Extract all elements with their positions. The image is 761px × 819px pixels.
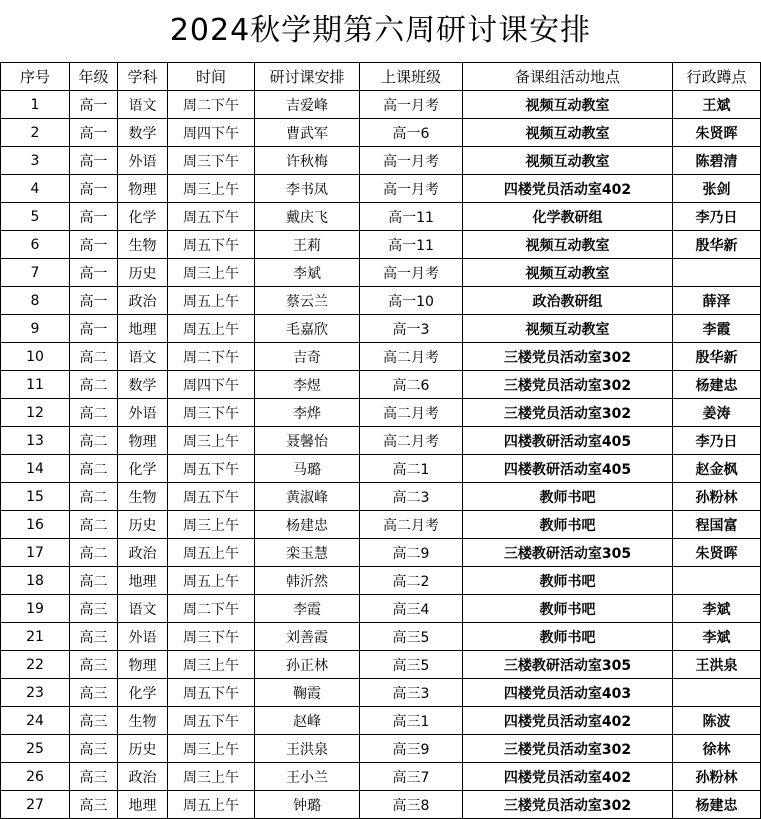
- cell-time: 周五上午: [168, 791, 255, 819]
- cell-admin: 杨建忠: [673, 791, 761, 819]
- cell-subject: 历史: [118, 259, 168, 287]
- header-no: 序号: [1, 63, 70, 91]
- cell-class: 高二月考: [360, 399, 463, 427]
- cell-class: 高二6: [360, 371, 463, 399]
- cell-teacher: 李烨: [255, 399, 360, 427]
- cell-no: 4: [1, 175, 70, 203]
- cell-grade: 高一: [70, 119, 118, 147]
- cell-place: 四楼教研活动室405: [463, 427, 673, 455]
- cell-time: 周二下午: [168, 91, 255, 119]
- cell-class: 高二月考: [360, 511, 463, 539]
- table-row: [1, 623, 761, 651]
- cell-grade: 高二: [70, 399, 118, 427]
- cell-teacher: 毛嘉欣: [255, 315, 360, 343]
- table-row: [1, 791, 761, 819]
- cell-place: 四楼党员活动室402: [463, 175, 673, 203]
- cell-grade: 高二: [70, 539, 118, 567]
- cell-no: 11: [1, 371, 70, 399]
- cell-no: 17: [1, 539, 70, 567]
- cell-time: 周三下午: [168, 623, 255, 651]
- cell-place: 三楼党员活动室302: [463, 371, 673, 399]
- cell-no: 3: [1, 147, 70, 175]
- cell-time: 周五下午: [168, 455, 255, 483]
- cell-grade: 高二: [70, 371, 118, 399]
- cell-class: 高二1: [360, 455, 463, 483]
- cell-admin: 杨建忠: [673, 371, 761, 399]
- cell-place: 三楼党员活动室302: [463, 343, 673, 371]
- cell-time: 周五上午: [168, 567, 255, 595]
- cell-admin: [673, 679, 761, 707]
- cell-subject: 语文: [118, 595, 168, 623]
- cell-time: 周五下午: [168, 679, 255, 707]
- table-row: [1, 371, 761, 399]
- cell-admin: 王斌: [673, 91, 761, 119]
- header-grade: 年级: [70, 63, 118, 91]
- cell-time: 周五上午: [168, 287, 255, 315]
- cell-grade: 高一: [70, 231, 118, 259]
- table-row: [1, 511, 761, 539]
- cell-grade: 高一: [70, 287, 118, 315]
- cell-grade: 高一: [70, 91, 118, 119]
- cell-no: 21: [1, 623, 70, 651]
- table-row: [1, 539, 761, 567]
- cell-teacher: 黄淑峰: [255, 483, 360, 511]
- cell-grade: 高一: [70, 203, 118, 231]
- cell-place: 四楼党员活动室402: [463, 707, 673, 735]
- cell-class: 高二月考: [360, 427, 463, 455]
- cell-subject: 生物: [118, 483, 168, 511]
- cell-admin: 李乃日: [673, 427, 761, 455]
- header-teacher: 研讨课安排: [255, 63, 360, 91]
- cell-no: 10: [1, 343, 70, 371]
- table-row: [1, 231, 761, 259]
- cell-admin: 张剑: [673, 175, 761, 203]
- cell-time: 周五上午: [168, 539, 255, 567]
- cell-no: 16: [1, 511, 70, 539]
- cell-place: 教师书吧: [463, 595, 673, 623]
- table-row: [1, 175, 761, 203]
- cell-admin: 徐林: [673, 735, 761, 763]
- cell-teacher: 李斌: [255, 259, 360, 287]
- cell-teacher: 王莉: [255, 231, 360, 259]
- cell-teacher: 李煜: [255, 371, 360, 399]
- cell-place: 化学教研组: [463, 203, 673, 231]
- cell-subject: 物理: [118, 651, 168, 679]
- table-row: [1, 315, 761, 343]
- cell-subject: 化学: [118, 679, 168, 707]
- table-row: [1, 595, 761, 623]
- cell-subject: 数学: [118, 119, 168, 147]
- cell-class: 高一月考: [360, 91, 463, 119]
- cell-time: 周五下午: [168, 483, 255, 511]
- cell-no: 27: [1, 791, 70, 819]
- header-place: 备课组活动地点: [463, 63, 673, 91]
- table-row: [1, 427, 761, 455]
- cell-place: 四楼党员活动室403: [463, 679, 673, 707]
- cell-place: 视频互动教室: [463, 147, 673, 175]
- cell-admin: 姜涛: [673, 399, 761, 427]
- cell-teacher: 李书凤: [255, 175, 360, 203]
- cell-no: 8: [1, 287, 70, 315]
- cell-teacher: 王洪泉: [255, 735, 360, 763]
- cell-time: 周三上午: [168, 651, 255, 679]
- cell-time: 周三上午: [168, 763, 255, 791]
- cell-grade: 高三: [70, 595, 118, 623]
- table-row: [1, 455, 761, 483]
- table-row: [1, 119, 761, 147]
- cell-teacher: 许秋梅: [255, 147, 360, 175]
- cell-admin: 孙粉林: [673, 483, 761, 511]
- cell-admin: 朱贤晖: [673, 539, 761, 567]
- cell-place: 教师书吧: [463, 483, 673, 511]
- cell-no: 12: [1, 399, 70, 427]
- cell-subject: 生物: [118, 707, 168, 735]
- header-class: 上课班级: [360, 63, 463, 91]
- cell-admin: 陈波: [673, 707, 761, 735]
- cell-grade: 高一: [70, 259, 118, 287]
- cell-teacher: 栾玉慧: [255, 539, 360, 567]
- cell-teacher: 马璐: [255, 455, 360, 483]
- cell-no: 19: [1, 595, 70, 623]
- cell-teacher: 赵峰: [255, 707, 360, 735]
- cell-admin: 李斌: [673, 595, 761, 623]
- cell-class: 高三5: [360, 651, 463, 679]
- cell-admin: 李乃日: [673, 203, 761, 231]
- sheet-title: 2024秋学期第六周研讨课安排: [169, 13, 592, 48]
- cell-class: 高三7: [360, 763, 463, 791]
- cell-admin: 孙粉林: [673, 763, 761, 791]
- cell-time: 周三下午: [168, 147, 255, 175]
- cell-class: 高三1: [360, 707, 463, 735]
- cell-admin: 李霞: [673, 315, 761, 343]
- cell-no: 22: [1, 651, 70, 679]
- cell-no: 5: [1, 203, 70, 231]
- cell-teacher: 韩沂然: [255, 567, 360, 595]
- cell-teacher: 聂馨怡: [255, 427, 360, 455]
- cell-place: 三楼教研活动室305: [463, 539, 673, 567]
- cell-class: 高一月考: [360, 259, 463, 287]
- table-row: [1, 399, 761, 427]
- cell-admin: 薛泽: [673, 287, 761, 315]
- cell-grade: 高三: [70, 707, 118, 735]
- cell-subject: 政治: [118, 763, 168, 791]
- cell-time: 周四下午: [168, 371, 255, 399]
- cell-place: 教师书吧: [463, 567, 673, 595]
- cell-place: 教师书吧: [463, 623, 673, 651]
- cell-class: 高一11: [360, 231, 463, 259]
- table-row: [1, 651, 761, 679]
- cell-subject: 生物: [118, 231, 168, 259]
- cell-no: 24: [1, 707, 70, 735]
- cell-no: 13: [1, 427, 70, 455]
- cell-time: 周二下午: [168, 595, 255, 623]
- cell-time: 周二下午: [168, 343, 255, 371]
- cell-grade: 高二: [70, 511, 118, 539]
- cell-teacher: 刘善霞: [255, 623, 360, 651]
- cell-time: 周三下午: [168, 399, 255, 427]
- cell-subject: 历史: [118, 511, 168, 539]
- cell-time: 周三上午: [168, 259, 255, 287]
- cell-class: 高一月考: [360, 147, 463, 175]
- cell-teacher: 吉奇: [255, 343, 360, 371]
- cell-admin: 殷华新: [673, 343, 761, 371]
- cell-grade: 高三: [70, 763, 118, 791]
- header-subject: 学科: [118, 63, 168, 91]
- cell-grade: 高三: [70, 623, 118, 651]
- cell-no: 2: [1, 119, 70, 147]
- cell-place: 政治教研组: [463, 287, 673, 315]
- cell-class: 高二月考: [360, 343, 463, 371]
- cell-class: 高三8: [360, 791, 463, 819]
- table-row: [1, 567, 761, 595]
- cell-teacher: 李霞: [255, 595, 360, 623]
- table-row: [1, 287, 761, 315]
- cell-place: 教师书吧: [463, 511, 673, 539]
- table-row: [1, 763, 761, 791]
- cell-no: 15: [1, 483, 70, 511]
- cell-subject: 语文: [118, 343, 168, 371]
- cell-admin: 殷华新: [673, 231, 761, 259]
- cell-subject: 政治: [118, 539, 168, 567]
- cell-time: 周四下午: [168, 119, 255, 147]
- cell-class: 高一10: [360, 287, 463, 315]
- cell-class: 高二2: [360, 567, 463, 595]
- cell-subject: 化学: [118, 455, 168, 483]
- header-row: [1, 63, 761, 91]
- cell-no: 9: [1, 315, 70, 343]
- cell-subject: 语文: [118, 91, 168, 119]
- table-row: [1, 483, 761, 511]
- cell-grade: 高一: [70, 315, 118, 343]
- cell-admin: [673, 567, 761, 595]
- header-admin: 行政蹲点: [673, 63, 761, 91]
- cell-grade: 高三: [70, 651, 118, 679]
- cell-admin: 程国富: [673, 511, 761, 539]
- cell-subject: 外语: [118, 147, 168, 175]
- cell-place: 视频互动教室: [463, 315, 673, 343]
- cell-place: 三楼党员活动室302: [463, 791, 673, 819]
- cell-time: 周三上午: [168, 735, 255, 763]
- cell-grade: 高一: [70, 147, 118, 175]
- table-row: [1, 203, 761, 231]
- cell-teacher: 鞠霞: [255, 679, 360, 707]
- cell-no: 23: [1, 679, 70, 707]
- table-row: [1, 735, 761, 763]
- table-row: [1, 679, 761, 707]
- cell-teacher: 王小兰: [255, 763, 360, 791]
- cell-subject: 地理: [118, 791, 168, 819]
- cell-admin: [673, 259, 761, 287]
- cell-no: 25: [1, 735, 70, 763]
- cell-class: 高三9: [360, 735, 463, 763]
- cell-class: 高一11: [360, 203, 463, 231]
- table-row: [1, 259, 761, 287]
- cell-subject: 外语: [118, 399, 168, 427]
- cell-no: 6: [1, 231, 70, 259]
- cell-grade: 高二: [70, 567, 118, 595]
- cell-admin: 陈碧清: [673, 147, 761, 175]
- cell-no: 18: [1, 567, 70, 595]
- cell-class: 高二3: [360, 483, 463, 511]
- cell-time: 周三上午: [168, 511, 255, 539]
- cell-grade: 高二: [70, 343, 118, 371]
- cell-grade: 高二: [70, 427, 118, 455]
- schedule-table: [0, 62, 761, 819]
- cell-class: 高二9: [360, 539, 463, 567]
- cell-admin: 李斌: [673, 623, 761, 651]
- cell-place: 视频互动教室: [463, 231, 673, 259]
- cell-class: 高三3: [360, 679, 463, 707]
- cell-place: 视频互动教室: [463, 91, 673, 119]
- cell-class: 高三4: [360, 595, 463, 623]
- cell-grade: 高三: [70, 679, 118, 707]
- cell-admin: 赵金枫: [673, 455, 761, 483]
- cell-subject: 物理: [118, 427, 168, 455]
- cell-subject: 政治: [118, 287, 168, 315]
- header-time: 时间: [168, 63, 255, 91]
- table-row: [1, 707, 761, 735]
- cell-subject: 数学: [118, 371, 168, 399]
- cell-grade: 高一: [70, 175, 118, 203]
- cell-place: 三楼党员活动室302: [463, 399, 673, 427]
- cell-teacher: 杨建忠: [255, 511, 360, 539]
- cell-class: 高三5: [360, 623, 463, 651]
- cell-no: 26: [1, 763, 70, 791]
- cell-teacher: 钟璐: [255, 791, 360, 819]
- cell-time: 周五下午: [168, 203, 255, 231]
- cell-teacher: 曹武军: [255, 119, 360, 147]
- cell-place: 四楼教研活动室405: [463, 455, 673, 483]
- cell-class: 高一月考: [360, 175, 463, 203]
- cell-place: 三楼教研活动室305: [463, 651, 673, 679]
- table-row: [1, 91, 761, 119]
- table-body: [1, 91, 761, 819]
- cell-subject: 地理: [118, 567, 168, 595]
- cell-teacher: 蔡云兰: [255, 287, 360, 315]
- cell-grade: 高三: [70, 735, 118, 763]
- cell-admin: 王洪泉: [673, 651, 761, 679]
- cell-time: 周五下午: [168, 707, 255, 735]
- cell-time: 周三上午: [168, 175, 255, 203]
- cell-no: 1: [1, 91, 70, 119]
- cell-grade: 高二: [70, 455, 118, 483]
- cell-class: 高一3: [360, 315, 463, 343]
- cell-place: 四楼党员活动室402: [463, 763, 673, 791]
- table-row: [1, 343, 761, 371]
- cell-no: 14: [1, 455, 70, 483]
- cell-teacher: 吉爱峰: [255, 91, 360, 119]
- cell-place: 三楼党员活动室302: [463, 735, 673, 763]
- cell-teacher: 戴庆飞: [255, 203, 360, 231]
- cell-grade: 高三: [70, 791, 118, 819]
- cell-teacher: 孙正林: [255, 651, 360, 679]
- cell-time: 周三上午: [168, 427, 255, 455]
- cell-admin: 朱贤晖: [673, 119, 761, 147]
- cell-subject: 外语: [118, 623, 168, 651]
- cell-grade: 高二: [70, 483, 118, 511]
- cell-subject: 物理: [118, 175, 168, 203]
- cell-subject: 历史: [118, 735, 168, 763]
- cell-subject: 地理: [118, 315, 168, 343]
- table-row: [1, 147, 761, 175]
- cell-time: 周五下午: [168, 231, 255, 259]
- cell-subject: 化学: [118, 203, 168, 231]
- cell-no: 7: [1, 259, 70, 287]
- cell-place: 视频互动教室: [463, 119, 673, 147]
- cell-place: 视频互动教室: [463, 259, 673, 287]
- cell-time: 周五上午: [168, 315, 255, 343]
- cell-class: 高一6: [360, 119, 463, 147]
